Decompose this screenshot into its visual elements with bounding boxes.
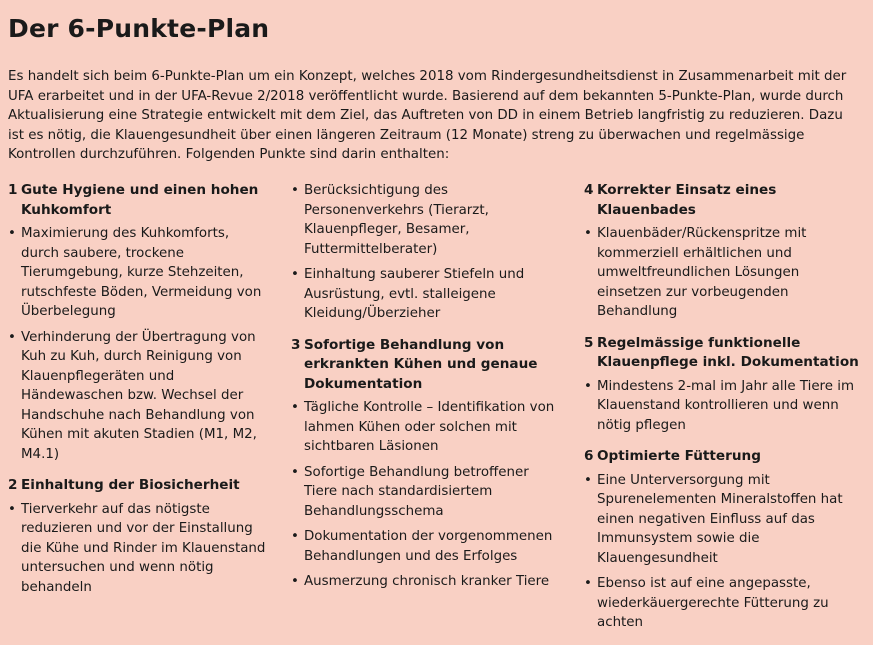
list-item: • Maximierung des Kuhkomforts, durch saubere, trockene Tierumgebung, kurze Stehzeiten, rutschfeste Böden, Vermeidung von Überbelegung: [8, 224, 270, 322]
column-2: [291, 181, 561, 604]
intro-paragraph: Es handelt sich beim 6-Punkte-Plan um ein Konzept, welches 2018 vom Rindergesundheitsdienst in Zusammenarbeit mit der UFA erarbeitet und in der UFA-Revue 2/2018 veröffentlicht wurde. Basierend auf dem bekannten 5-Punkte-Plan, wurde durch Aktualisierung eine Strategie entwickelt mit dem Ziel, das Auftreten von DD in einem Betrieb langfristig zu reduzieren. Dazu ist es nötig, die Klauengesundheit über einen längeren Zeitraum (12 Monate) streng zu überwachen und regelmässige Kontrollen durchzuführen. Folgenden Punkte sind darin enthalten:: [8, 69, 847, 163]
list-item: • Tägliche Kontrolle – Identifikation von lahmen Kühen oder solchen mit sichtbaren Läsionen: [291, 398, 561, 457]
section-title: Sofortige Behandlung von erkrankten Kühen und genaue Dokumentation: [304, 336, 538, 392]
section-4: [584, 181, 859, 322]
bullet-list: [8, 224, 270, 464]
section-title: Einhaltung der Biosicherheit: [21, 477, 240, 493]
section-6: [584, 447, 859, 633]
section-title: Regelmässige funktionelle Klauenpflege inkl. Dokumentation: [597, 334, 859, 370]
section-heading: [584, 447, 859, 467]
list-item: • Tierverkehr auf das nötigste reduzieren und vor der Einstallung die Kühe und Rinder im Klauenstand untersuchen und wenn nötig behandeln: [8, 500, 270, 598]
section-heading: [584, 181, 859, 220]
list-item: • Einhaltung sauberer Stiefeln und Ausrüstung, evtl. stalleigene Kleidung/Überzieher: [291, 265, 561, 324]
list-item: • Eine Unterversorgung mit Spurenelementen Mineralstoffen hat einen negativen Einfluss auf das Immunsystem sowie die Klauengesundheit: [584, 471, 859, 569]
list-item: • Sofortige Behandlung betroffener Tiere nach standardisiertem Behandlungsschema: [291, 463, 561, 522]
bullet-list: [291, 181, 561, 324]
section-title: Optimierte Fütterung: [597, 448, 761, 464]
list-item: • Dokumentation der vorgenommenen Behandlungen und des Erfolges: [291, 527, 561, 566]
section-number: 6: [584, 448, 594, 464]
section-2-continued: [291, 181, 561, 324]
page-title: Der 6-Punkte-Plan: [8, 14, 270, 43]
bullet-list: [584, 471, 859, 633]
column-1: [8, 181, 270, 609]
section-heading: [8, 476, 270, 496]
bullet-list: [584, 377, 859, 436]
bullet-list: [291, 398, 561, 592]
section-heading: [291, 336, 561, 395]
section-number: 3: [291, 336, 301, 353]
section-heading: [584, 334, 859, 373]
section-number: 4: [584, 182, 594, 198]
section-number: 5: [584, 334, 594, 351]
section-heading: [8, 181, 270, 220]
column-3: [584, 181, 859, 645]
list-item: • Berücksichtigung des Personenverkehrs (Tierarzt, Klauenpfleger, Besamer, Futtermittelberater): [291, 181, 561, 259]
section-number: 1: [8, 182, 18, 198]
section-title: Korrekter Einsatz eines Klauenbades: [597, 182, 777, 218]
section-number: 2: [8, 477, 18, 493]
section-title: Gute Hygiene und einen hohen Kuhkomfort: [21, 182, 259, 218]
section-1: [8, 181, 270, 464]
list-item: • Klauenbäder/Rückenspritze mit kommerziell erhältlichen und umweltfreundlichen Lösungen einsetzen zur vorbeugenden Behandlung: [584, 224, 859, 322]
list-item: • Ausmerzung chronisch kranker Tiere: [291, 572, 561, 592]
bullet-list: [584, 224, 859, 322]
section-2: [8, 476, 270, 597]
list-item: • Ebenso ist auf eine angepasste, wiederkäuergerechte Fütterung zu achten: [584, 574, 859, 633]
bullet-list: [8, 500, 270, 598]
section-3: [291, 336, 561, 592]
section-5: [584, 334, 859, 436]
list-item: • Mindestens 2-mal im Jahr alle Tiere im Klauenstand kontrollieren und wenn nötig pflegen: [584, 377, 859, 436]
list-item: • Verhinderung der Übertragung von Kuh zu Kuh, durch Reinigung von Klauenpflegeräten und Händewaschen bzw. Wechsel der Handschuhe nach Behandlung von Kühen mit akuten Stadien (M1, M2, M4.1): [8, 328, 270, 465]
